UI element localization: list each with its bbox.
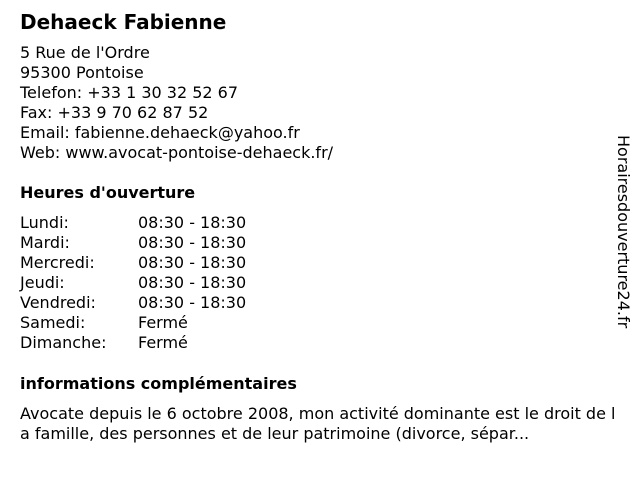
fax-number: Fax: +33 9 70 62 87 52 (20, 103, 209, 122)
additional-info-heading: informations complémentaires (20, 374, 297, 393)
site-watermark: Horairesdouverture24.fr (614, 135, 633, 329)
day-hours: 08:30 - 18:30 (138, 253, 247, 272)
day-hours: Fermé (138, 313, 188, 332)
hours-row-sunday (20, 333, 320, 353)
day-label: Samedi: (20, 313, 86, 332)
day-hours: 08:30 - 18:30 (138, 213, 247, 232)
hours-row-friday (20, 293, 320, 313)
email-address: Email: fabienne.dehaeck@yahoo.fr (20, 123, 300, 142)
day-label: Dimanche: (20, 333, 107, 352)
hours-row-saturday (20, 313, 320, 333)
hours-row-tuesday (20, 233, 320, 253)
contact-block (20, 43, 333, 163)
phone-number: Telefon: +33 1 30 32 52 67 (20, 83, 239, 102)
hours-row-monday (20, 213, 320, 233)
day-hours: Fermé (138, 333, 188, 352)
website-url: Web: www.avocat-pontoise-dehaeck.fr/ (20, 143, 334, 162)
day-label: Lundi: (20, 213, 69, 232)
hours-row-wednesday (20, 253, 320, 273)
day-hours: 08:30 - 18:30 (138, 293, 247, 312)
day-label: Vendredi: (20, 293, 96, 312)
hours-row-thursday (20, 273, 320, 293)
day-hours: 08:30 - 18:30 (138, 273, 247, 292)
address-street: 5 Rue de l'Ordre (20, 43, 150, 62)
opening-hours-heading: Heures d'ouverture (20, 183, 196, 202)
address-city: 95300 Pontoise (20, 63, 144, 82)
business-name: Dehaeck Fabienne (20, 10, 227, 34)
day-hours: 08:30 - 18:30 (138, 233, 247, 252)
opening-hours-table (20, 213, 320, 353)
day-label: Jeudi: (20, 273, 65, 292)
day-label: Mercredi: (20, 253, 95, 272)
additional-info-text: Avocate depuis le 6 octobre 2008, mon activité dominante est le droit de la famille, des personnes et de leur patrimoine (divorce, sépar... (20, 404, 616, 443)
day-label: Mardi: (20, 233, 70, 252)
